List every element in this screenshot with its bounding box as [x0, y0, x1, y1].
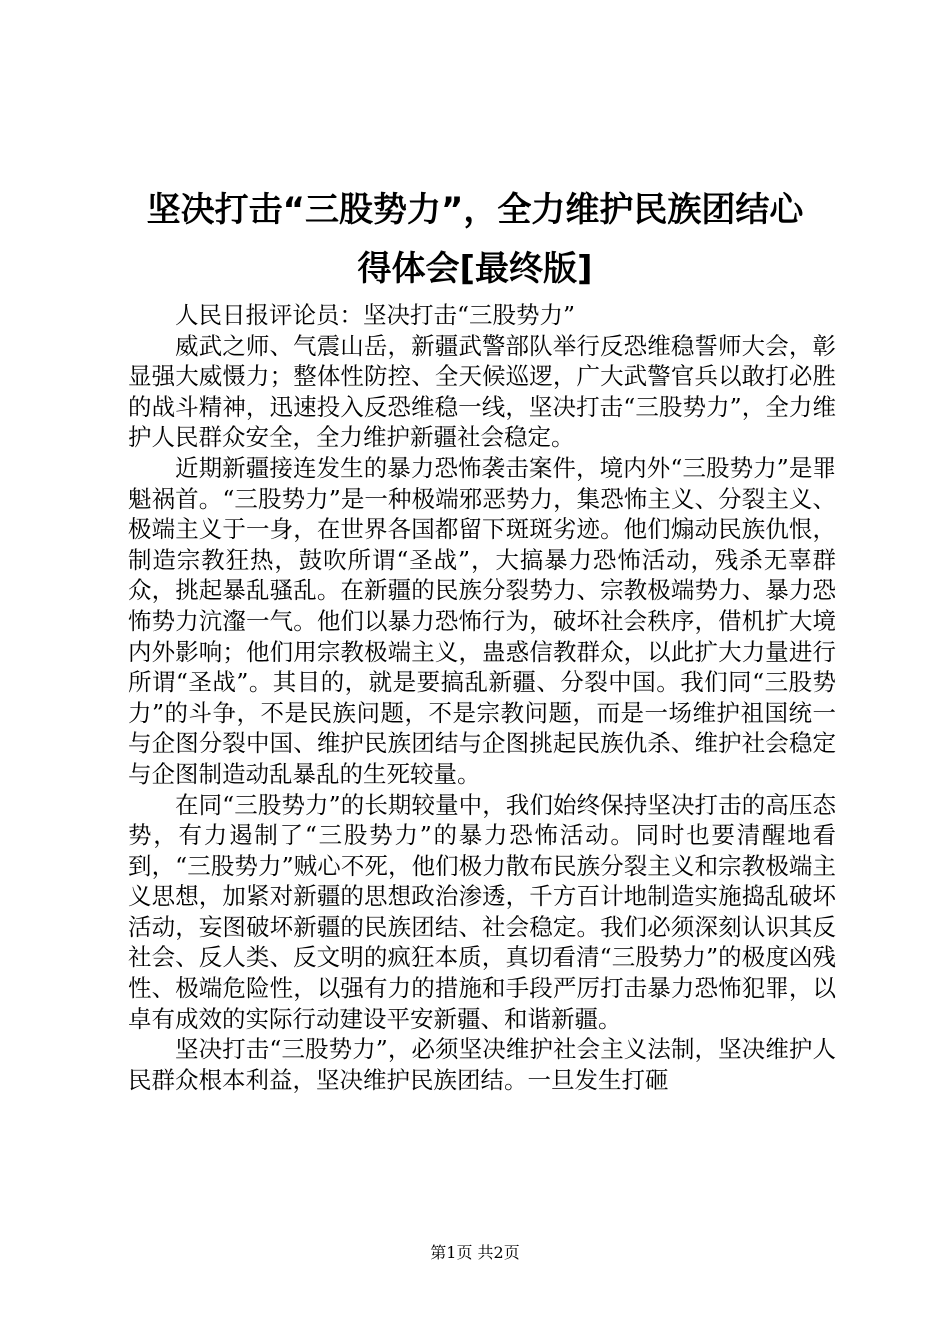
paragraph: 坚决打击“三股势力”，必须坚决维护社会主义法制，坚决维护人民群众根本利益，坚决维护民族团结。一旦发生打砸 — [128, 1035, 836, 1094]
paragraph: 在同“三股势力”的长期较量中，我们始终保持坚决打击的高压态势，有力遏制了“三股势力”的暴力恐怖活动。同时也要清醒地看到，“三股势力”贼心不死，他们极力散布民族分裂主义和宗教极端主义思想，加紧对新疆的思想政治渗透，千方百计地制造实施捣乱破坏活动，妄图破坏新疆的民族团结、社会稳定。我们必须深刻认识其反社会、反人类、反文明的疯狂本质，真切看清“三股势力”的极度凶残性、极端危险性，以强有力的措施和手段严厉打击暴力恐怖犯罪，以卓有成效的实际行动建设平安新疆、和谐新疆。 — [128, 790, 836, 1033]
paragraph: 近期新疆接连发生的暴力恐怖袭击案件，境内外“三股势力”是罪魁祸首。“三股势力”是一种极端邪恶势力，集恐怖主义、分裂主义、极端主义于一身，在世界各国都留下斑斑劣迹。他们煽动民族仇恨，制造宗教狂热，鼓吹所谓“圣战”，大搞暴力恐怖活动，残杀无辜群众，挑起暴乱骚乱。在新疆的民族分裂势力、宗教极端势力、暴力恐怖势力沆瀣一气。他们以暴力恐怖行为，破坏社会秩序，借机扩大境内外影响；他们用宗教极端主义，蛊惑信教群众，以此扩大力量进行所谓“圣战”。其目的，就是要搞乱新疆、分裂中国。我们同“三股势力”的斗争，不是民族问题，不是宗教问题，而是一场维护祖国统一与企图分裂中国、维护民族团结与企图挑起民族仇杀、维护社会稳定与企图制造动乱暴乱的生死较量。 — [128, 453, 836, 788]
paragraph-source: 人民日报评论员：坚决打击“三股势力” — [175, 301, 576, 329]
paragraph: 威武之师、气震山岳，新疆武警部队举行反恐维稳誓师大会，彰显强大威慑力；整体性防控、全天候巡逻，广大武警官兵以敢打必胜的战斗精神，迅速投入反恐维稳一线，坚决打击“三股势力”，全力维护人民群众安全，全力维护新疆社会稳定。 — [128, 331, 836, 452]
page-number-footer: 第1页 共2页 — [430, 1243, 520, 1262]
document-title-line-1: 坚决打击“三股势力”，全力维护民族团结心 — [146, 190, 804, 230]
document-body — [128, 300, 836, 1095]
document-title-line-2: 得体会[最终版] — [357, 249, 593, 289]
